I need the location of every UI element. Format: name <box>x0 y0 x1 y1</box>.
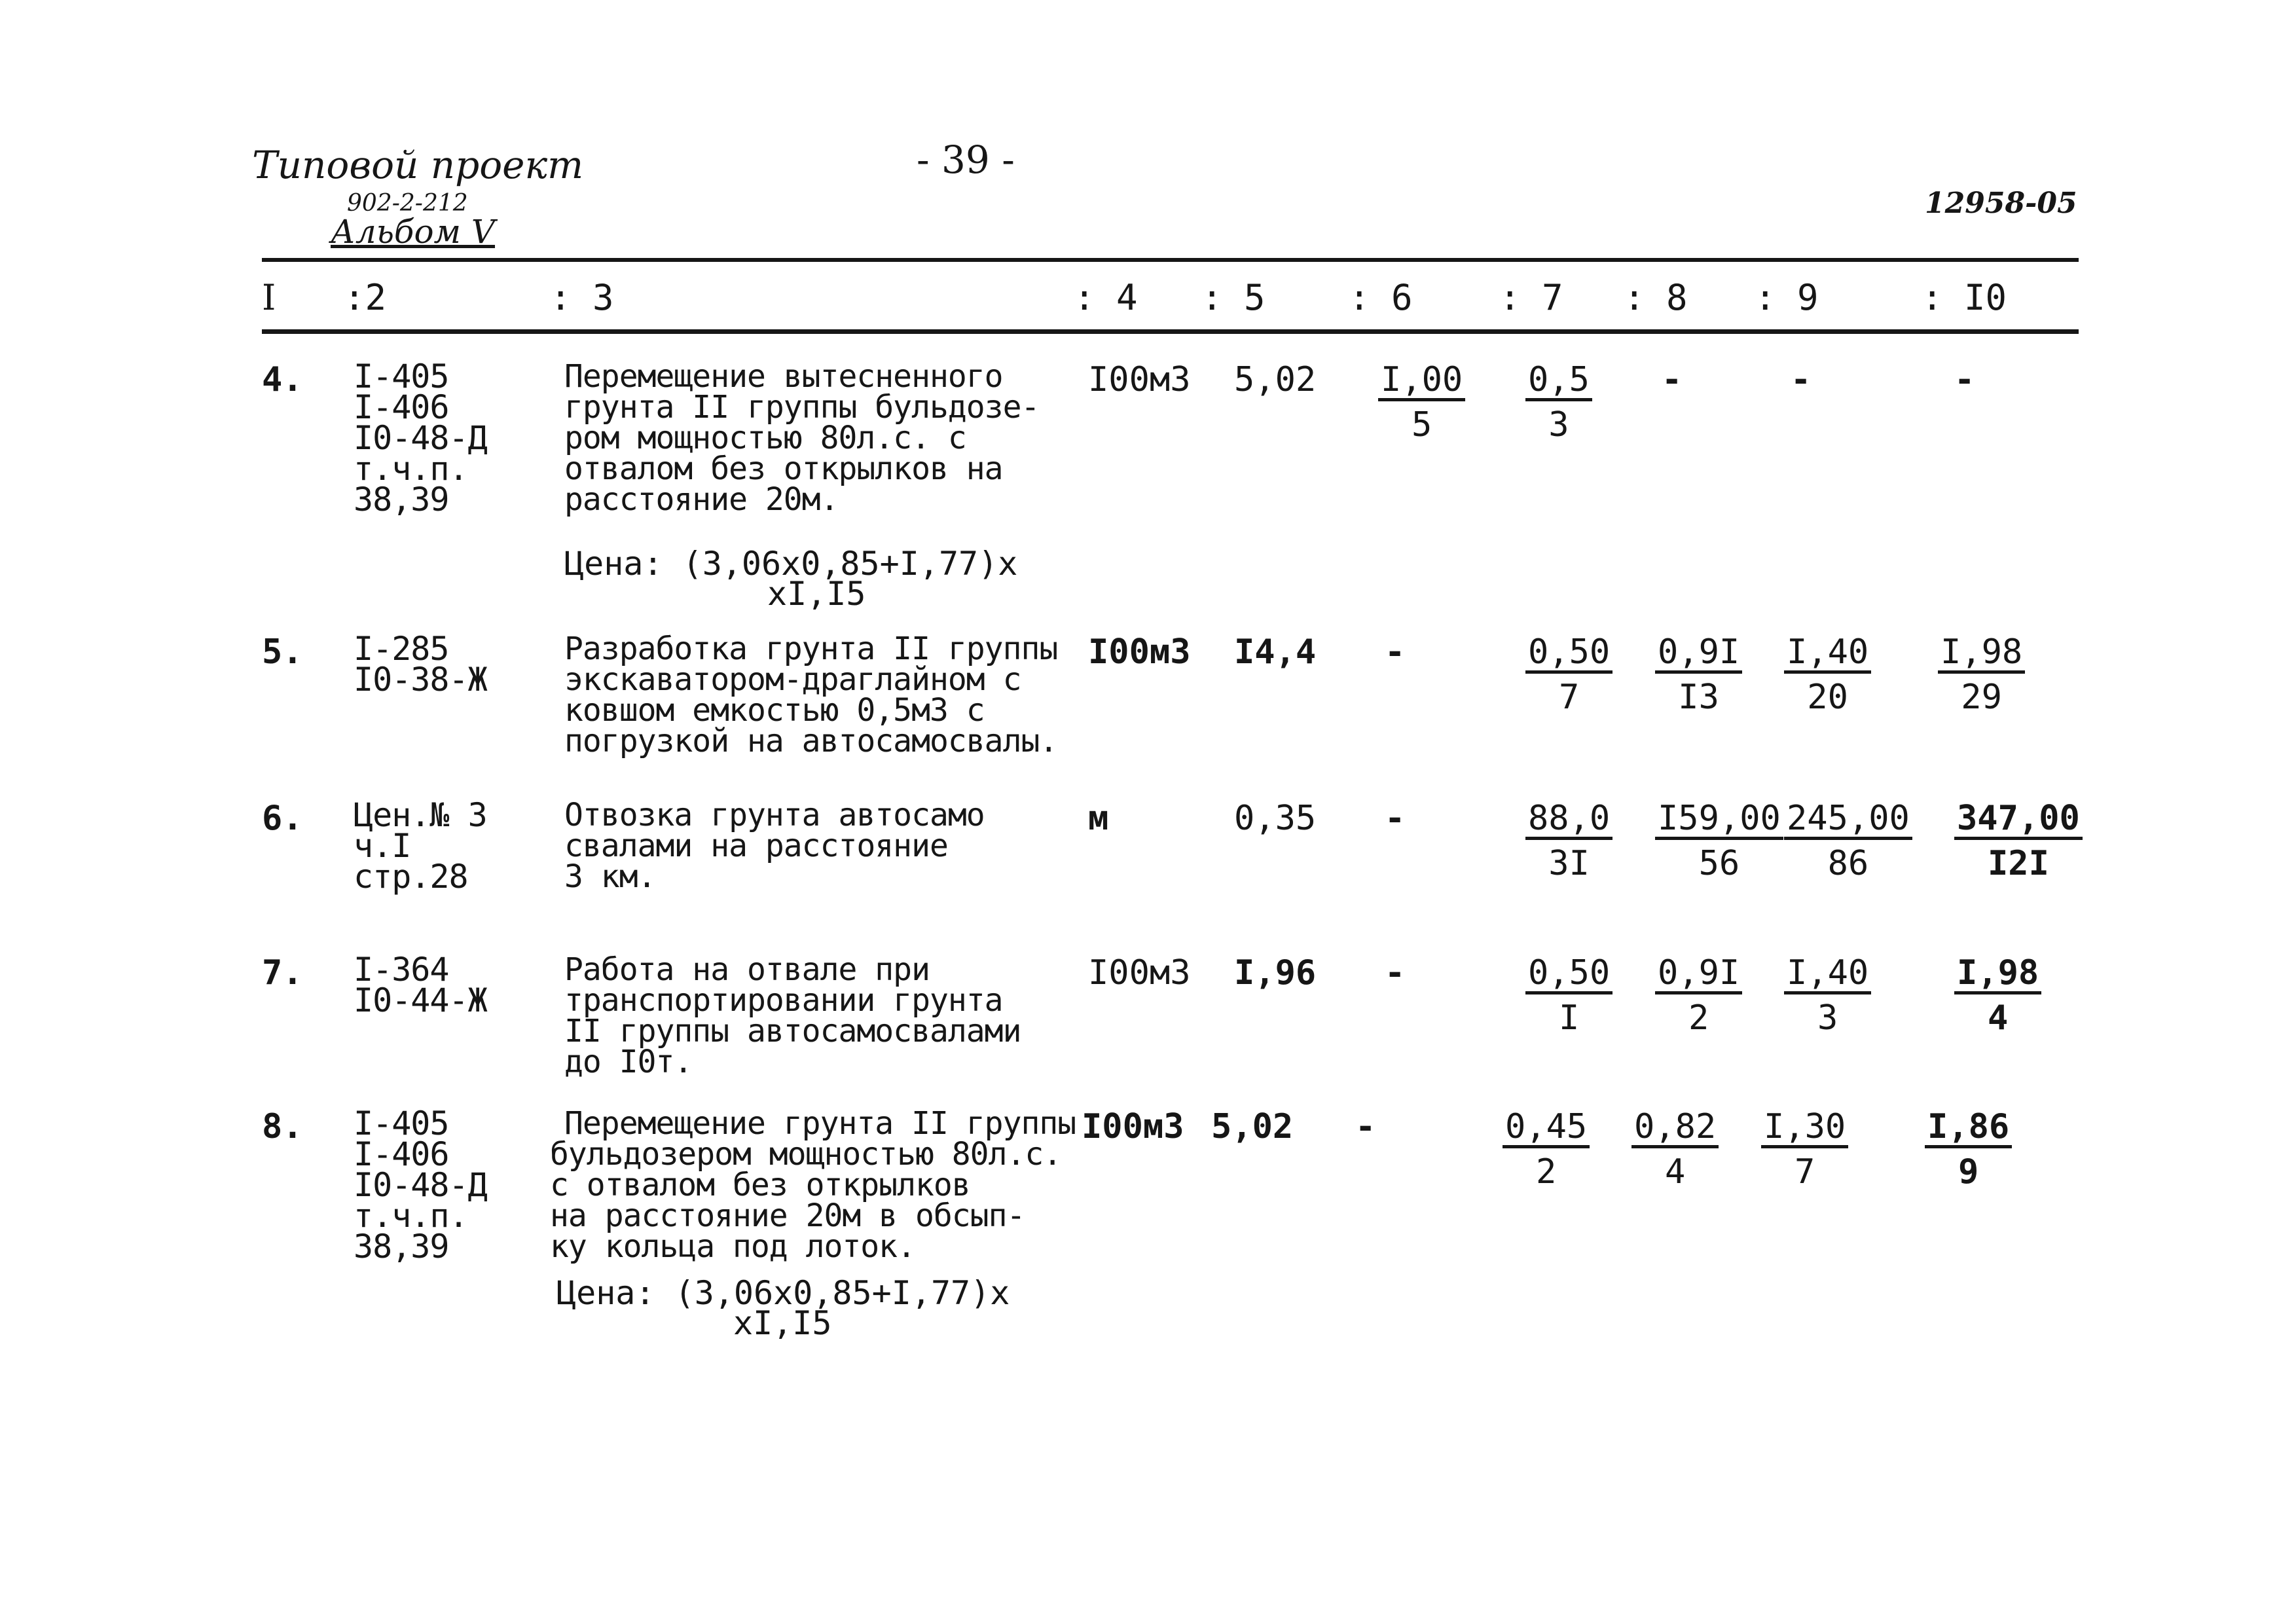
project-title: Типовой проект <box>252 143 584 187</box>
row-number: 4. <box>262 360 303 399</box>
unit-cell: I00м3 <box>1082 1107 1184 1146</box>
col9-cell: - <box>1791 360 1812 399</box>
col10-cell: - <box>1954 360 1975 399</box>
row-description: Разработка грунта II группы экскаватором-драглайном с ковшом емкостью 0,5м3 с погрузкой на автосамосвалы. <box>564 630 1058 759</box>
archive-number: 12958-05 <box>1925 187 2077 220</box>
col6-cell: - <box>1385 632 1406 672</box>
row-number: 8. <box>262 1107 303 1146</box>
col9-fraction: $\frac{245,00}{86}$ <box>1784 800 1912 882</box>
project-code: 902-2-212 <box>347 190 468 217</box>
row-codes: I-405 I-406 I0-48-Д т.ч.п. 38,39 <box>354 1104 487 1266</box>
row-number: 5. <box>262 632 303 672</box>
col8-cell: - <box>1662 360 1683 399</box>
col-header-4: : 4 <box>1074 277 1138 318</box>
col6-cell: - <box>1385 799 1406 838</box>
col-header-1: I <box>262 277 276 318</box>
price-formula: Цена: (3,06х0,85+I,77)х хI,I5 <box>564 545 1018 613</box>
unit-cell: м <box>1088 799 1109 838</box>
row-number: 6. <box>262 799 303 838</box>
col10-fraction: $\frac{347,00}{I2I}$ <box>1954 800 2083 882</box>
row-codes: Цен.№ 3 ч.I стр.28 <box>354 796 487 896</box>
unit-cell: I00м3 <box>1088 953 1191 993</box>
page-number: - 39 - <box>917 137 1015 182</box>
row-codes: I-364 I0-44-Ж <box>354 951 487 1019</box>
col6-cell: - <box>1385 953 1406 993</box>
qty-cell: 5,02 <box>1211 1107 1294 1146</box>
row-codes: I-405 I-406 I0-48-Д т.ч.п. 38,39 <box>354 357 487 519</box>
col-header-5: : 5 <box>1201 277 1266 318</box>
row-description: Отвозка грунта автосамо свалами на расстояние 3 км. <box>564 797 985 895</box>
col7-fraction: $\frac{0,50}{I}$ <box>1525 955 1613 1036</box>
table-header-rule <box>262 329 2079 334</box>
qty-cell: 0,35 <box>1234 799 1317 838</box>
col-header-8: : 8 <box>1624 277 1688 318</box>
col-header-6: : 6 <box>1349 277 1413 318</box>
col10-fraction: $\frac{I,98}{4}$ <box>1954 955 2041 1036</box>
album-label: Альбом V <box>331 213 496 251</box>
col-header-2: :2 <box>344 277 387 318</box>
col8-fraction: $\frac{0,82}{4}$ <box>1631 1108 1719 1190</box>
col-header-7: : 7 <box>1499 277 1563 318</box>
col6-fraction: $\frac{I,00}{5}$ <box>1378 361 1465 443</box>
unit-cell: I00м3 <box>1088 360 1191 399</box>
price-formula: Цена: (3,06х0,85+I,77)х хI,I5 <box>556 1274 1010 1342</box>
col9-fraction: $\frac{I,40}{20}$ <box>1784 634 1871 716</box>
col9-fraction: $\frac{I,30}{7}$ <box>1761 1108 1848 1190</box>
col7-fraction: $\frac{0,45}{2}$ <box>1503 1108 1590 1190</box>
col8-fraction: $\frac{0,9I}{2}$ <box>1655 955 1742 1036</box>
row-number: 7. <box>262 953 303 993</box>
col9-fraction: $\frac{I,40}{3}$ <box>1784 955 1871 1036</box>
table-top-rule <box>262 258 2079 262</box>
col-header-9: : 9 <box>1755 277 1819 318</box>
row-description: Перемещение грунта II группы бульдозером мощностью 80л.с. с отвалом без открылков на расстояние 20м в обсып- ку кольца под лоток. <box>550 1105 1076 1265</box>
qty-cell: 5,02 <box>1234 360 1317 399</box>
col7-fraction: $\frac{0,50}{7}$ <box>1525 634 1613 716</box>
row-description: Перемещение вытесненного грунта II группы бульдозе- ром мощностью 80л.с. с отвалом без открылков на расстояние 20м. <box>564 358 1040 518</box>
col8-fraction: $\frac{I59,00}{56}$ <box>1655 800 1783 882</box>
col10-fraction: $\frac{I,86}{9}$ <box>1925 1108 2012 1190</box>
col10-fraction: $\frac{I,98}{29}$ <box>1938 634 2025 716</box>
col-header-10: : I0 <box>1922 277 2007 318</box>
col7-fraction: $\frac{88,0}{3I}$ <box>1525 800 1613 882</box>
row-description: Работа на отвале при транспортировании грунта II группы автосамосвалами до I0т. <box>564 951 1021 1080</box>
qty-cell: I,96 <box>1234 953 1317 993</box>
col6-cell: - <box>1355 1107 1376 1146</box>
row-codes: I-285 I0-38-Ж <box>354 630 487 699</box>
qty-cell: I4,4 <box>1234 632 1317 672</box>
col-header-3: : 3 <box>550 277 614 318</box>
unit-cell: I00м3 <box>1088 632 1191 672</box>
col7-fraction: $\frac{0,5}{3}$ <box>1525 361 1592 443</box>
col8-fraction: $\frac{0,9I}{I3}$ <box>1655 634 1742 716</box>
